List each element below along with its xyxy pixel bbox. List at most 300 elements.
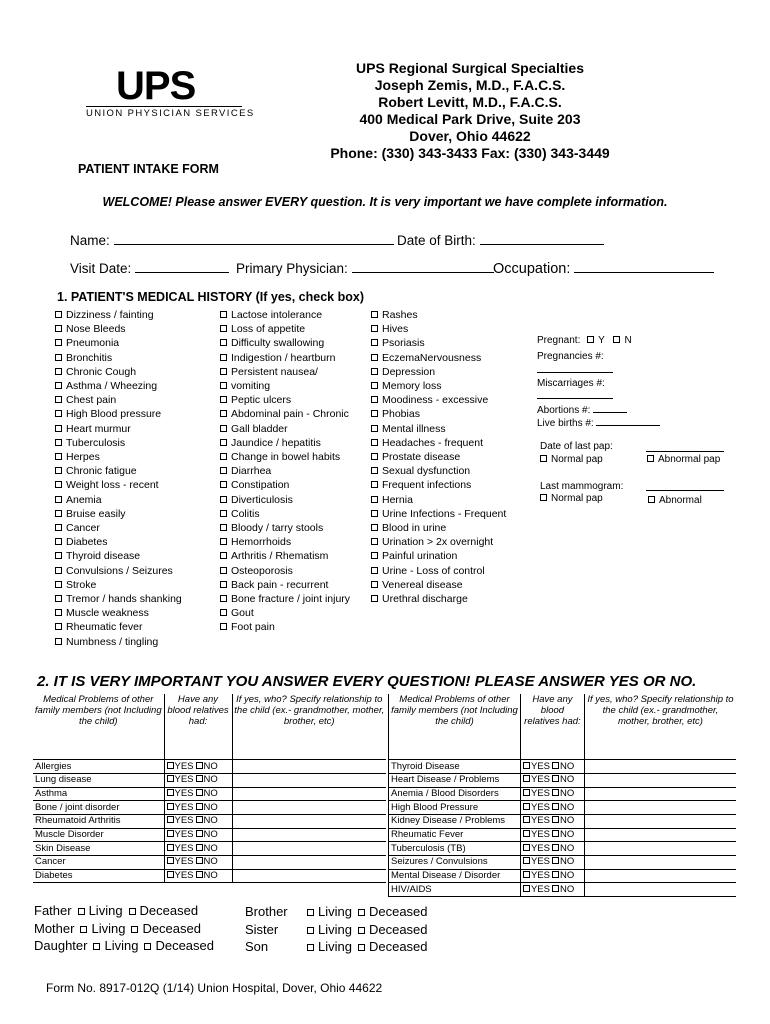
history-checkbox[interactable] <box>55 339 62 346</box>
live-births-input[interactable] <box>596 417 660 426</box>
history-label: Gall bladder <box>231 422 288 435</box>
physician-input[interactable] <box>352 261 494 273</box>
abnormal-pap-checkbox[interactable] <box>647 455 654 462</box>
yes-no-cell <box>520 787 584 801</box>
pregnant-yes-checkbox[interactable] <box>587 336 594 343</box>
relationship-input[interactable] <box>584 787 736 801</box>
relationship-input[interactable] <box>584 773 736 787</box>
history-label: Diabetes <box>66 536 108 549</box>
no-checkbox[interactable] <box>196 803 203 810</box>
pregnant-row <box>537 334 632 347</box>
history-label: Urination > 2x overnight <box>382 536 494 549</box>
relationship-input[interactable] <box>232 773 386 787</box>
history-checkbox[interactable] <box>220 609 227 616</box>
history-label: Diarrhea <box>231 465 272 478</box>
condition-label: Bone / joint disorder <box>33 801 164 815</box>
occupation-input[interactable] <box>574 261 714 273</box>
history-checkbox[interactable] <box>55 325 62 332</box>
living-label: Living <box>318 921 352 937</box>
history-item[interactable] <box>55 606 182 620</box>
yes-no-cell <box>520 883 584 897</box>
condition-label: Skin Disease <box>33 842 164 856</box>
history-checkbox[interactable] <box>220 595 227 602</box>
yes-checkbox[interactable] <box>523 789 530 796</box>
history-item[interactable] <box>220 407 350 421</box>
history-label: Pneumonia <box>66 337 120 350</box>
history-checkbox[interactable] <box>55 552 62 559</box>
history-checkbox[interactable] <box>55 609 62 616</box>
yes-no-cell <box>520 814 584 828</box>
history-item[interactable] <box>371 535 506 549</box>
no-label: NO <box>559 828 575 840</box>
history-checkbox[interactable] <box>220 396 227 403</box>
history-item[interactable] <box>55 464 182 478</box>
history-checkbox[interactable] <box>55 382 62 389</box>
living-checkbox[interactable] <box>307 944 314 951</box>
table-row <box>389 760 737 774</box>
history-item[interactable] <box>55 592 182 606</box>
living-checkbox[interactable] <box>80 926 87 933</box>
history-item[interactable] <box>371 450 506 464</box>
history-checkbox[interactable] <box>371 325 378 332</box>
visit-date-label: Visit Date: <box>70 261 132 276</box>
history-checkbox[interactable] <box>371 581 378 588</box>
relationship-input[interactable] <box>584 842 736 856</box>
history-checkbox[interactable] <box>220 382 227 389</box>
history-item[interactable] <box>371 308 506 322</box>
history-checkbox[interactable] <box>55 410 62 417</box>
family-member-label: Son <box>245 939 269 954</box>
relationship-input[interactable] <box>232 814 386 828</box>
history-item[interactable] <box>371 564 506 578</box>
history-checkbox[interactable] <box>55 453 62 460</box>
section2-title: 2. IT IS VERY IMPORTANT YOU ANSWER EVERY QUESTION! PLEASE ANSWER YES OR NO. <box>37 673 697 690</box>
history-item[interactable] <box>55 365 182 379</box>
history-checkbox[interactable] <box>220 467 227 474</box>
history-checkbox[interactable] <box>371 410 378 417</box>
yes-checkbox[interactable] <box>167 844 174 851</box>
history-checkbox[interactable] <box>55 538 62 545</box>
history-checkbox[interactable] <box>220 410 227 417</box>
history-item[interactable] <box>55 635 182 649</box>
history-checkbox[interactable] <box>55 396 62 403</box>
yes-checkbox[interactable] <box>523 885 530 892</box>
history-item[interactable] <box>55 379 182 393</box>
history-checkbox[interactable] <box>55 439 62 446</box>
history-item[interactable] <box>55 578 182 592</box>
history-checkbox[interactable] <box>55 510 62 517</box>
relationship-input[interactable] <box>584 883 736 897</box>
deceased-checkbox[interactable] <box>358 909 365 916</box>
deceased-checkbox[interactable] <box>358 944 365 951</box>
history-label: Sexual dysfunction <box>382 465 471 478</box>
no-checkbox[interactable] <box>552 816 559 823</box>
no-checkbox[interactable] <box>552 789 559 796</box>
history-item[interactable] <box>55 308 182 322</box>
yes-checkbox[interactable] <box>167 775 174 782</box>
history-item[interactable] <box>55 351 182 365</box>
history-checkbox[interactable] <box>55 425 62 432</box>
yes-checkbox[interactable] <box>167 857 174 864</box>
yes-checkbox[interactable] <box>167 816 174 823</box>
history-item[interactable] <box>220 436 350 450</box>
history-item[interactable] <box>220 592 350 606</box>
table-row <box>33 828 386 842</box>
no-label: NO <box>203 870 218 882</box>
living-checkbox[interactable] <box>307 927 314 934</box>
history-label: EczemaNervousness <box>382 351 482 364</box>
no-checkbox[interactable] <box>196 762 203 769</box>
yes-checkbox[interactable] <box>523 762 530 769</box>
living-label: Living <box>318 939 352 954</box>
deceased-label: Deceased <box>142 920 201 936</box>
no-checkbox[interactable] <box>196 789 203 796</box>
history-label: Weight loss - recent <box>66 479 159 492</box>
history-item[interactable] <box>220 322 350 336</box>
history-checkbox[interactable] <box>371 595 378 602</box>
no-checkbox[interactable] <box>196 871 203 878</box>
miscarriages-input[interactable] <box>537 398 613 399</box>
history-item[interactable] <box>220 578 350 592</box>
header-line: 400 Medical Park Drive, Suite 203 <box>359 111 581 127</box>
practice-header <box>320 60 620 162</box>
history-item[interactable] <box>371 578 506 592</box>
history-item[interactable] <box>371 592 506 606</box>
living-checkbox[interactable] <box>307 909 314 916</box>
history-checkbox[interactable] <box>371 425 378 432</box>
yes-label: YES <box>530 760 550 772</box>
history-item[interactable] <box>220 521 350 535</box>
history-item[interactable] <box>371 393 506 407</box>
last-pap-input[interactable] <box>646 451 724 452</box>
yes-label: YES <box>174 801 194 813</box>
living-checkbox[interactable] <box>78 908 85 915</box>
history-item[interactable] <box>55 620 182 634</box>
history-item[interactable] <box>371 422 506 436</box>
no-checkbox[interactable] <box>552 830 559 837</box>
deceased-checkbox[interactable] <box>129 908 136 915</box>
condition-label: Mental Disease / Disorder <box>389 869 521 883</box>
no-checkbox[interactable] <box>552 857 559 864</box>
history-checkbox[interactable] <box>220 325 227 332</box>
history-checkbox[interactable] <box>220 339 227 346</box>
no-checkbox[interactable] <box>552 762 559 769</box>
header-line: Robert Levitt, M.D., F.A.C.S. <box>378 94 562 110</box>
yes-no-cell <box>164 760 232 774</box>
history-checkbox[interactable] <box>371 368 378 375</box>
history-checkbox[interactable] <box>371 552 378 559</box>
condition-label: Diabetes <box>33 869 164 883</box>
history-checkbox[interactable] <box>55 467 62 474</box>
yes-checkbox[interactable] <box>167 830 174 837</box>
header-line: Dover, Ohio 44622 <box>409 128 531 144</box>
history-label: Headaches - frequent <box>382 436 483 449</box>
dob-label: Date of Birth: <box>397 233 476 248</box>
family-member-row <box>34 937 220 955</box>
dob-input[interactable] <box>480 233 604 245</box>
family-member-label: Daughter <box>34 938 88 953</box>
yes-checkbox[interactable] <box>523 775 530 782</box>
no-label: NO <box>559 774 575 786</box>
yes-checkbox[interactable] <box>523 803 530 810</box>
relationship-input[interactable] <box>584 760 736 774</box>
history-item[interactable] <box>220 549 350 563</box>
no-checkbox[interactable] <box>196 775 203 782</box>
history-item[interactable] <box>55 393 182 407</box>
history-item[interactable] <box>55 322 182 336</box>
no-checkbox[interactable] <box>552 844 559 851</box>
history-item[interactable] <box>371 322 506 336</box>
yes-checkbox[interactable] <box>167 871 174 878</box>
yes-checkbox[interactable] <box>167 803 174 810</box>
relationship-input[interactable] <box>232 856 386 870</box>
history-item[interactable] <box>220 308 350 322</box>
history-label: Arthritis / Rhematism <box>231 550 329 563</box>
deceased-label: Deceased <box>139 903 199 918</box>
no-checkbox[interactable] <box>552 871 559 878</box>
no-label: NO <box>559 883 575 895</box>
history-checkbox[interactable] <box>371 339 378 346</box>
history-item[interactable] <box>55 478 182 492</box>
condition-label: Lung disease <box>33 773 164 787</box>
history-item[interactable] <box>55 336 182 350</box>
yes-label: YES <box>530 787 550 799</box>
history-item[interactable] <box>371 507 506 521</box>
pregnancies-input[interactable] <box>537 372 613 373</box>
history-checkbox[interactable] <box>55 595 62 602</box>
living-label: Living <box>318 904 352 919</box>
relationship-input[interactable] <box>584 869 736 883</box>
pregnant-no-checkbox[interactable] <box>613 336 620 343</box>
no-checkbox[interactable] <box>196 857 203 864</box>
history-checkbox[interactable] <box>55 481 62 488</box>
history-item[interactable] <box>371 436 506 450</box>
relationship-input[interactable] <box>232 801 386 815</box>
name-input[interactable] <box>114 233 394 245</box>
history-label: Diverticulosis <box>231 493 293 506</box>
history-item[interactable] <box>371 478 506 492</box>
history-label: Constipation <box>231 479 290 492</box>
condition-label: HIV/AIDS <box>389 883 521 897</box>
history-checkbox[interactable] <box>55 638 62 645</box>
yes-label: YES <box>174 774 194 786</box>
yes-checkbox[interactable] <box>167 762 174 769</box>
no-checkbox[interactable] <box>552 775 559 782</box>
history-checkbox[interactable] <box>220 623 227 630</box>
history-item[interactable] <box>220 393 350 407</box>
col-header-problems: Medical Problems of other family members (not Including the child) <box>389 694 521 746</box>
form-footer: Form No. 8917-012Q (1/14) Union Hospital, Dover, Ohio 44622 <box>46 981 383 995</box>
history-item[interactable] <box>220 507 350 521</box>
history-label: Memory loss <box>382 380 442 393</box>
section1-title: 1. PATIENT'S MEDICAL HISTORY (If yes, check box) <box>57 290 364 304</box>
history-checkbox[interactable] <box>371 538 378 545</box>
no-checkbox[interactable] <box>196 844 203 851</box>
history-item[interactable] <box>55 422 182 436</box>
normal-pap-checkbox[interactable] <box>540 455 547 462</box>
history-item[interactable] <box>371 521 506 535</box>
history-item[interactable] <box>220 422 350 436</box>
relationship-input[interactable] <box>232 760 386 774</box>
family-member-label: Brother <box>245 904 288 919</box>
last-mammogram-input[interactable] <box>646 490 724 491</box>
relationship-input[interactable] <box>232 842 386 856</box>
condition-label: Allergies <box>33 760 164 774</box>
history-item[interactable] <box>55 507 182 521</box>
history-checkbox[interactable] <box>371 467 378 474</box>
no-label: NO <box>559 801 575 813</box>
history-label: Stroke <box>66 578 97 591</box>
history-item[interactable] <box>55 549 182 563</box>
history-item[interactable] <box>55 450 182 464</box>
relationship-input[interactable] <box>232 869 386 883</box>
yes-label: YES <box>530 842 550 854</box>
history-checkbox[interactable] <box>220 354 227 361</box>
history-checkbox[interactable] <box>220 567 227 574</box>
history-item[interactable] <box>371 549 506 563</box>
history-item[interactable] <box>55 521 182 535</box>
condition-label: Muscle Disorder <box>33 828 164 842</box>
visit-date-input[interactable] <box>135 261 229 273</box>
history-checkbox[interactable] <box>371 567 378 574</box>
relationship-input[interactable] <box>232 828 386 842</box>
no-checkbox[interactable] <box>552 885 559 892</box>
deceased-checkbox[interactable] <box>144 943 151 950</box>
history-checkbox[interactable] <box>220 453 227 460</box>
history-item[interactable] <box>371 464 506 478</box>
history-checkbox[interactable] <box>371 439 378 446</box>
table-row <box>33 814 386 828</box>
table-row <box>33 773 386 787</box>
history-checkbox[interactable] <box>55 354 62 361</box>
history-checkbox[interactable] <box>371 524 378 531</box>
history-checkbox[interactable] <box>371 496 378 503</box>
history-checkbox[interactable] <box>55 311 62 318</box>
relationship-input[interactable] <box>584 828 736 842</box>
relationship-input[interactable] <box>232 787 386 801</box>
physician-label: Primary Physician: <box>236 261 348 276</box>
relationship-input[interactable] <box>584 856 736 870</box>
history-checkbox[interactable] <box>220 510 227 517</box>
yes-checkbox[interactable] <box>523 816 530 823</box>
living-checkbox[interactable] <box>93 943 100 950</box>
history-checkbox[interactable] <box>220 524 227 531</box>
history-checkbox[interactable] <box>371 453 378 460</box>
yes-checkbox[interactable] <box>523 857 530 864</box>
history-checkbox[interactable] <box>371 354 378 361</box>
history-item[interactable] <box>220 564 350 578</box>
history-item[interactable] <box>220 493 350 507</box>
history-checkbox[interactable] <box>55 567 62 574</box>
history-label: Bloody / tarry stools <box>231 522 324 535</box>
abnormal-mammo-checkbox[interactable] <box>648 496 655 503</box>
history-item[interactable] <box>220 464 350 478</box>
history-checkbox[interactable] <box>220 425 227 432</box>
history-label: Mental illness <box>382 422 446 435</box>
yes-checkbox[interactable] <box>523 830 530 837</box>
abortions-input[interactable] <box>593 404 627 413</box>
history-checkbox[interactable] <box>55 368 62 375</box>
history-checkbox[interactable] <box>55 623 62 630</box>
history-item[interactable] <box>220 379 350 393</box>
history-checkbox[interactable] <box>220 311 227 318</box>
normal-mammo-checkbox[interactable] <box>540 494 547 501</box>
deceased-checkbox[interactable] <box>131 926 138 933</box>
history-label: Urine - Loss of control <box>382 564 485 577</box>
condition-label: Anemia / Blood Disorders <box>389 787 521 801</box>
history-item[interactable] <box>220 336 350 350</box>
no-checkbox[interactable] <box>196 830 203 837</box>
history-checkbox[interactable] <box>220 581 227 588</box>
history-checkbox[interactable] <box>220 368 227 375</box>
history-item[interactable] <box>371 336 506 350</box>
yes-checkbox[interactable] <box>523 871 530 878</box>
history-item[interactable] <box>220 620 350 634</box>
yes-checkbox[interactable] <box>523 844 530 851</box>
yes-checkbox[interactable] <box>167 789 174 796</box>
no-label: NO <box>203 787 218 799</box>
history-item[interactable] <box>55 436 182 450</box>
history-item[interactable] <box>371 379 506 393</box>
history-item[interactable] <box>220 535 350 549</box>
history-checkbox[interactable] <box>55 524 62 531</box>
name-field-row <box>70 233 394 248</box>
pregnant-label: Pregnant: <box>537 335 581 346</box>
history-checkbox[interactable] <box>371 311 378 318</box>
yes-no-cell <box>164 856 232 870</box>
yes-label: YES <box>530 774 550 786</box>
history-label: Numbness / tingling <box>66 635 159 648</box>
history-item[interactable] <box>55 535 182 549</box>
history-item[interactable] <box>371 365 506 379</box>
history-item[interactable] <box>371 351 506 365</box>
history-item[interactable] <box>55 564 182 578</box>
condition-label: Tuberculosis (TB) <box>389 842 521 856</box>
history-checkbox[interactable] <box>55 496 62 503</box>
condition-label: High Blood Pressure <box>389 801 521 815</box>
physician-field-row <box>236 261 494 276</box>
history-checkbox[interactable] <box>371 396 378 403</box>
table-row <box>33 869 386 883</box>
no-checkbox[interactable] <box>196 816 203 823</box>
history-checkbox[interactable] <box>220 538 227 545</box>
history-checkbox[interactable] <box>220 439 227 446</box>
relationship-input[interactable] <box>584 814 736 828</box>
no-label: NO <box>203 842 218 854</box>
history-checkbox[interactable] <box>371 481 378 488</box>
history-item[interactable] <box>55 493 182 507</box>
history-label: Chronic fatigue <box>66 465 137 478</box>
history-checkbox[interactable] <box>371 382 378 389</box>
history-item[interactable] <box>220 365 350 379</box>
history-item[interactable] <box>220 351 350 365</box>
deceased-checkbox[interactable] <box>358 927 365 934</box>
relationship-input[interactable] <box>584 801 736 815</box>
history-checkbox[interactable] <box>55 581 62 588</box>
family-member-row <box>245 921 434 939</box>
history-checkbox[interactable] <box>220 481 227 488</box>
history-item[interactable] <box>371 407 506 421</box>
history-item[interactable] <box>220 606 350 620</box>
history-item[interactable] <box>371 493 506 507</box>
history-item[interactable] <box>220 478 350 492</box>
history-checkbox[interactable] <box>371 510 378 517</box>
history-checkbox[interactable] <box>220 552 227 559</box>
no-checkbox[interactable] <box>552 803 559 810</box>
history-checkbox[interactable] <box>220 496 227 503</box>
history-item[interactable] <box>220 450 350 464</box>
history-item[interactable] <box>55 407 182 421</box>
